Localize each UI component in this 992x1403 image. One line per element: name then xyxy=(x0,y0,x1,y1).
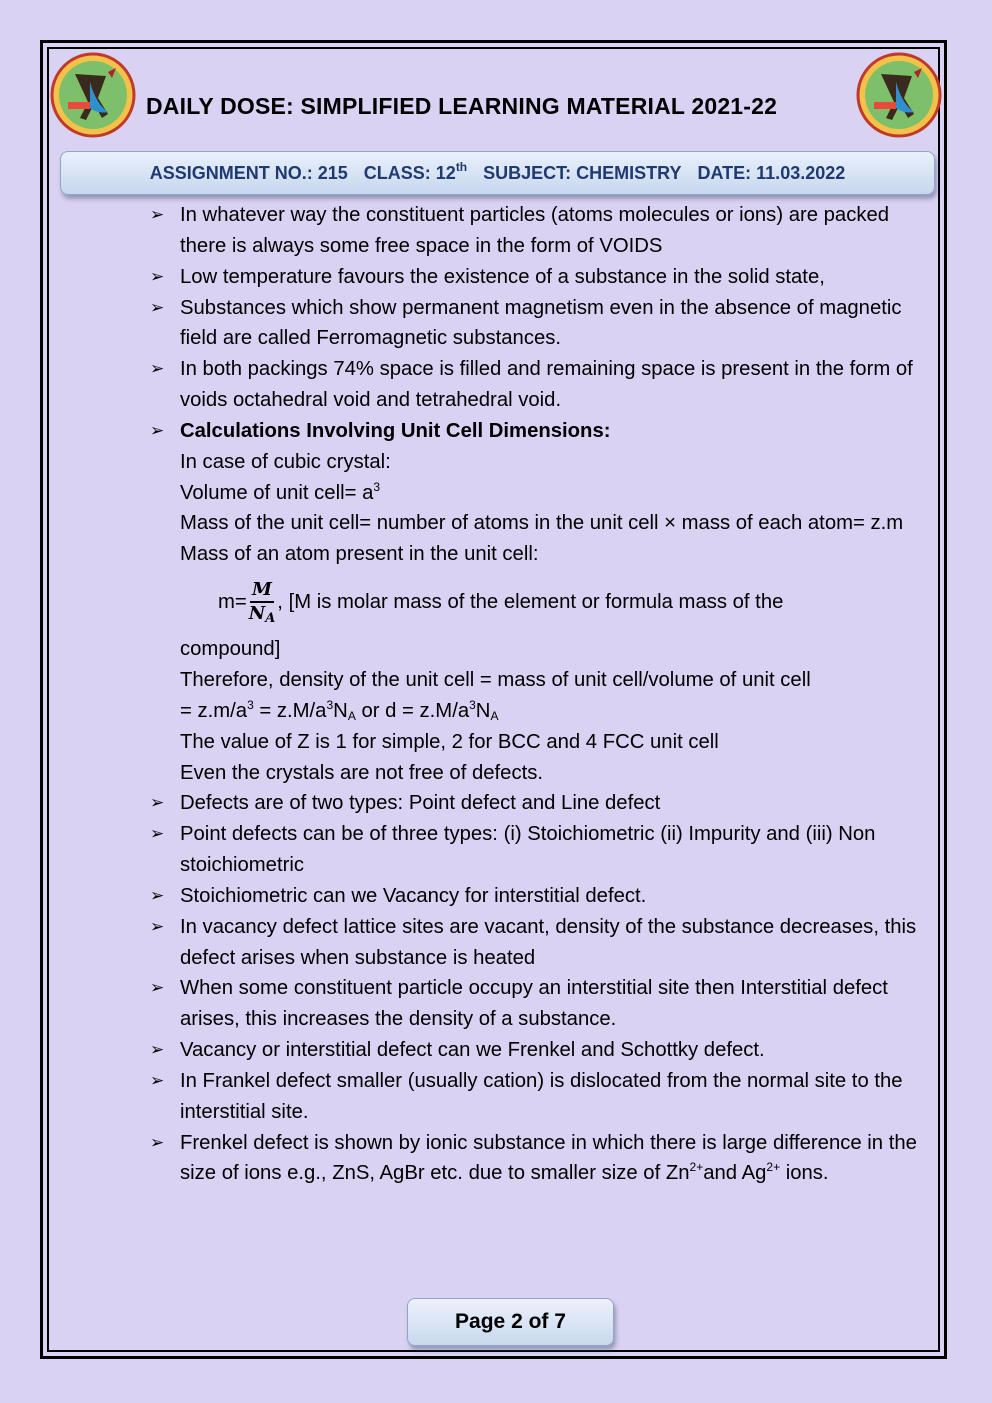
fraction: $\frac{M}{N_A}$ xyxy=(248,579,276,627)
paragraph: In case of cubic crystal: xyxy=(180,450,391,473)
assignment-info-bar xyxy=(60,151,935,195)
volume-formula: Volume of unit cell= $a^3$ xyxy=(180,479,381,504)
paragraph: Even the crystals are not free of defects. xyxy=(180,761,543,784)
paragraph: compound] xyxy=(180,638,281,661)
paragraph: Therefore, density of the unit cell = mass of unit cell/volume of unit cell xyxy=(180,668,811,691)
class-label: CLASS: 12th xyxy=(363,159,468,183)
bullet-item: ➢ Defects are of two types: Point defect and Line defect xyxy=(150,788,940,819)
bullet-item: ➢ Stoichiometric can we Vacancy for interstitial defect. xyxy=(150,881,940,912)
school-logo-left xyxy=(50,52,136,138)
bullet-item: ➢ In both packings 74% space is filled and remaining space is present in the form of voids octahedral void and tetrahedral void. xyxy=(150,354,940,416)
document-title: DAILY DOSE: SIMPLIFIED LEARNING MATERIAL 2021-22 xyxy=(146,93,778,119)
paragraph: The value of Z is 1 for simple, 2 for BCC and 4 FCC unit cell xyxy=(180,730,719,753)
school-logo-right xyxy=(856,52,942,138)
page-indicator: Page 2 of 7 xyxy=(407,1298,614,1346)
notes-content xyxy=(150,200,940,1189)
bullet-item: ➢ In whatever way the constituent particles (atoms molecules or ions) are packed there is always some free space in the form of VOIDS xyxy=(150,200,940,262)
bullet-item: ➢ Vacancy or interstitial defect can we Frenkel and Schottky defect. xyxy=(150,1035,940,1066)
density-equation: = $z.m/a^3 = z.M/a^3N_A$ or $d = z.M/a^3N_A$ xyxy=(180,697,499,723)
bullet-item: ➢ When some constituent particle occupy an interstitial site then Interstitial defect arises, this increases the density of a substance. xyxy=(150,973,940,1035)
paragraph: Mass of the unit cell= number of atoms in the unit cell × mass of each atom= z.m xyxy=(180,512,904,535)
bullet-item: ➢ Point defects can be of three types: (i) Stoichiometric (ii) Impurity and (iii) Non stoichiometric xyxy=(150,819,940,881)
section-heading: ➢ Calculations Involving Unit Cell Dimensions: xyxy=(150,416,940,447)
bullet-item: ➢ Low temperature favours the existence of a substance in the solid state, xyxy=(150,262,940,293)
bullet-item: ➢ Substances which show permanent magnetism even in the absence of magnetic field are called Ferromagnetic substances. xyxy=(150,293,940,355)
mass-formula: m= $\frac{M}{N_A}$ , [M is molar mass of the element or formula mass of the xyxy=(218,579,784,627)
bullet-item: ➢ Frenkel defect is shown by ionic substance in which there is large difference in the size of ions e.g., ZnS, AgBr etc. due to smaller size of $Zn^{2+}and$ $Ag^{2+}$ ions. xyxy=(150,1128,940,1190)
bullet-item: ➢ In Frankel defect smaller (usually cation) is dislocated from the normal site to the interstitial site. xyxy=(150,1066,940,1128)
bullet-item: ➢ In vacancy defect lattice sites are vacant, density of the substance decreases, this defect arises when substance is heated xyxy=(150,912,940,974)
assignment-number: ASSIGNMENT NO.: 215 xyxy=(149,162,348,183)
date-label: DATE: 11.03.2022 xyxy=(697,162,846,183)
subject-label: SUBJECT: CHEMISTRY xyxy=(483,162,682,183)
paragraph: Mass of an atom present in the unit cell: xyxy=(180,543,539,566)
